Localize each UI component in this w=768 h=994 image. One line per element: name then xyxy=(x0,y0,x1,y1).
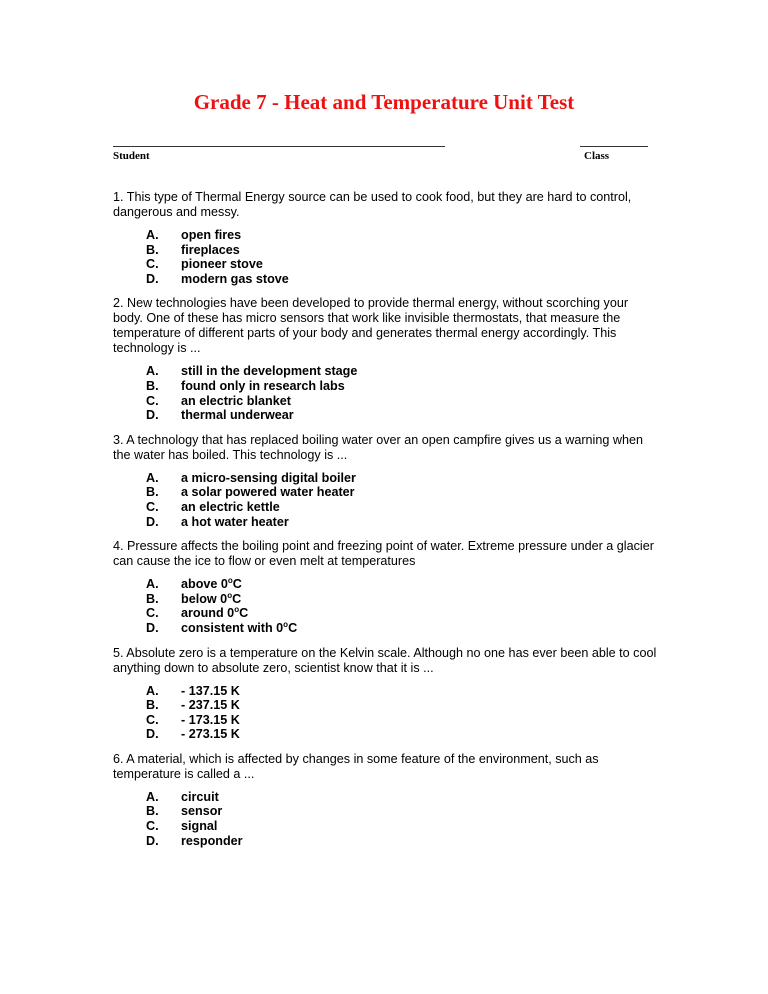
question-text: 3. A technology that has replaced boiling water over an open campfire gives us a warning when the water has boiled. This technology is ... xyxy=(113,432,643,462)
question-text: 1. This type of Thermal Energy source can be used to cook food, but they are hard to control, dangerous and messy. xyxy=(113,190,632,219)
answer-letter: C. xyxy=(146,819,159,834)
answer-text: - 273.15 K xyxy=(181,727,240,742)
answer-text: above 0 xyxy=(181,577,228,592)
answer-text-wrap xyxy=(181,577,242,592)
unit-label: C xyxy=(239,606,249,621)
class-name-line xyxy=(580,146,648,147)
answer-letter: A. xyxy=(146,683,159,698)
answer-option-d xyxy=(146,408,658,423)
question-text: 5. Absolute zero is a temperature on the Kelvin scale. Although no one has ever been able to cool anything down to absolute zero, scientist know that it is ... xyxy=(113,645,657,675)
answer-letter: C. xyxy=(146,257,159,272)
answer-letter: B. xyxy=(146,378,159,393)
answer-text: responder xyxy=(181,833,243,848)
answer-text-wrap xyxy=(181,272,289,287)
answer-letter: C. xyxy=(146,499,159,514)
answer-letter: B. xyxy=(146,698,159,713)
answer-list xyxy=(146,228,658,286)
question-5 xyxy=(113,646,658,742)
answer-option-a xyxy=(146,684,658,699)
answer-text-wrap xyxy=(181,684,240,699)
answer-text-wrap xyxy=(181,500,280,515)
answer-letter: A. xyxy=(146,364,159,379)
student-name-line xyxy=(113,146,445,147)
degree-symbol: o xyxy=(234,605,240,615)
answer-text-wrap xyxy=(181,819,217,834)
answer-text-wrap xyxy=(181,257,263,272)
answer-option-b xyxy=(146,379,658,394)
answer-list xyxy=(146,684,658,742)
answer-letter: D. xyxy=(146,271,159,286)
answer-text-wrap xyxy=(181,364,357,379)
answer-text-wrap xyxy=(181,713,240,728)
answer-text: consistent with 0 xyxy=(181,620,284,635)
question-2 xyxy=(113,296,658,422)
answer-list xyxy=(146,471,658,529)
answer-text: fireplaces xyxy=(181,242,240,257)
answer-text: a micro-sensing digital boiler xyxy=(181,470,356,485)
answer-text: around 0 xyxy=(181,606,235,621)
degree-symbol: o xyxy=(227,575,233,585)
answer-letter: C. xyxy=(146,606,159,621)
answer-text-wrap xyxy=(181,592,241,607)
answer-text: an electric kettle xyxy=(181,499,280,514)
answer-text-wrap xyxy=(181,606,248,621)
answer-option-c xyxy=(146,257,658,272)
question-text: 4. Pressure affects the boiling point and freezing point of water. Extreme pressure under a glacier can cause the ice to flow or even melt at temperatures xyxy=(113,539,654,569)
answer-text: thermal underwear xyxy=(181,408,294,423)
page-title: Grade 7 - Heat and Temperature Unit Test xyxy=(193,90,575,114)
answer-option-b xyxy=(146,804,658,819)
answer-option-d xyxy=(146,272,658,287)
answer-option-a xyxy=(146,471,658,486)
unit-label: C xyxy=(232,591,242,606)
answer-text: below 0 xyxy=(181,591,228,606)
answer-option-d xyxy=(146,515,658,530)
answer-text-wrap xyxy=(181,379,345,394)
answer-letter: B. xyxy=(146,804,159,819)
answer-option-b xyxy=(146,698,658,713)
answer-letter: B. xyxy=(146,591,159,606)
answer-option-a xyxy=(146,577,658,592)
answer-text: still in the development stage xyxy=(181,364,358,379)
class-label: Class xyxy=(584,150,610,162)
unit-label: C xyxy=(288,620,298,635)
answer-text: pioneer stove xyxy=(181,257,263,272)
answer-letter: B. xyxy=(146,242,159,257)
answer-letter: B. xyxy=(146,485,159,500)
answer-text: an electric blanket xyxy=(181,393,291,408)
answer-option-a xyxy=(146,228,658,243)
question-4 xyxy=(113,539,658,635)
answer-letter: D. xyxy=(146,408,159,423)
answer-text: open fires xyxy=(181,228,242,242)
answer-text-wrap xyxy=(181,790,219,805)
answer-list xyxy=(146,364,658,422)
answer-text-wrap xyxy=(181,698,240,713)
answer-option-c xyxy=(146,394,658,409)
answer-text-wrap xyxy=(181,243,240,258)
question-3 xyxy=(113,433,658,529)
answer-text: sensor xyxy=(181,804,223,819)
answer-option-b xyxy=(146,592,658,607)
answer-option-d xyxy=(146,621,658,636)
answer-letter: D. xyxy=(146,727,159,742)
answer-text: signal xyxy=(181,819,218,834)
answer-text: - 237.15 K xyxy=(181,698,240,713)
student-label: Student xyxy=(113,150,150,162)
answer-text-wrap xyxy=(181,471,356,486)
question-6 xyxy=(113,752,658,848)
answer-option-b xyxy=(146,485,658,500)
answer-letter: C. xyxy=(146,393,159,408)
answer-option-d xyxy=(146,727,658,742)
answer-letter: C. xyxy=(146,712,159,727)
answer-option-c xyxy=(146,500,658,515)
answer-option-c xyxy=(146,713,658,728)
answer-text-wrap xyxy=(181,621,297,636)
answer-text-wrap xyxy=(181,804,222,819)
question-list xyxy=(113,190,658,858)
answer-letter: D. xyxy=(146,833,159,848)
question-text: 2. New technologies have been developed to provide thermal energy, without scorching your body. One of these has micro sensors that work like invisible thermostats, that measure the temperature of different parts of your body and generates thermal energy accordingly. This technology is ... xyxy=(113,296,629,356)
degree-symbol: o xyxy=(227,590,233,600)
answer-list xyxy=(146,790,658,848)
answer-text-wrap xyxy=(181,834,243,849)
answer-option-a xyxy=(146,364,658,379)
answer-text: found only in research labs xyxy=(181,378,345,393)
answer-text: modern gas stove xyxy=(181,271,289,286)
answer-text: a hot water heater xyxy=(181,514,289,529)
answer-option-d xyxy=(146,834,658,849)
answer-letter: D. xyxy=(146,514,159,529)
answer-option-b xyxy=(146,243,658,258)
answer-text-wrap xyxy=(181,228,241,243)
answer-text: a solar powered water heater xyxy=(181,485,355,500)
answer-letter: A. xyxy=(146,470,159,485)
answer-text-wrap xyxy=(181,727,240,742)
unit-label: C xyxy=(232,577,242,592)
question-1 xyxy=(113,190,658,286)
question-text: 6. A material, which is affected by changes in some feature of the environment, such as temperature is called a ... xyxy=(113,751,599,781)
answer-letter: A. xyxy=(146,577,159,592)
answer-list xyxy=(146,577,658,635)
answer-text-wrap xyxy=(181,408,294,423)
answer-letter: A. xyxy=(146,228,159,242)
degree-symbol: o xyxy=(283,619,289,629)
answer-option-a xyxy=(146,790,658,805)
answer-text-wrap xyxy=(181,515,289,530)
answer-text-wrap xyxy=(181,485,355,500)
answer-option-c xyxy=(146,819,658,834)
answer-text-wrap xyxy=(181,394,291,409)
answer-text: - 173.15 K xyxy=(181,712,240,727)
answer-text: - 137.15 K xyxy=(181,683,240,698)
answer-text: circuit xyxy=(181,789,219,804)
answer-option-c xyxy=(146,606,658,621)
answer-letter: D. xyxy=(146,620,159,635)
answer-letter: A. xyxy=(146,789,159,804)
